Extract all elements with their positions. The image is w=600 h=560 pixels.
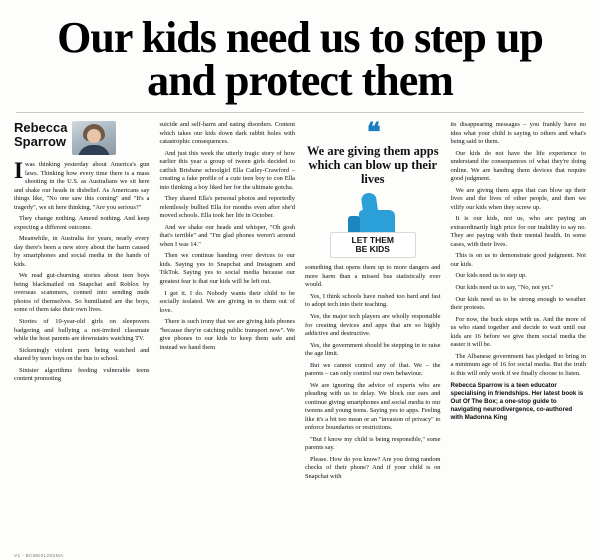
paragraph: Yes, the major tech players are wholly responsible for creating devices and apps that are so highly addictive and destructive. [305, 312, 441, 338]
byline [14, 121, 150, 155]
paragraph: And we shake our heads and whisper, "Oh gosh that's terrible" and "I'm glad phones weren't around when I was 14." [159, 223, 295, 248]
paragraph: It is our kids, not us, who are paying an extraordinarily high price for our inability to say no. They are paying with their mental health. In some cases, with their lives. [450, 215, 586, 248]
paragraph: For now, the buck stops with us. And the more of us who stand together and decide to wait until our kids are 16 before we give them social media the easier it will be. [450, 315, 586, 349]
paragraph: "But I know my child is being responsible," some parents say. [305, 435, 441, 452]
article-column-3 [305, 117, 441, 484]
page-headline: Our kids need us to step up and protect them [57, 13, 543, 106]
paragraph: There is such irony that we are giving kids phones "because they're catching public transport now". We give phones to our kids to keep them safe and instead we hand them [159, 318, 295, 351]
paragraph: Iwas thinking yesterday about America's gun laws. Thinking how every time there is a mass shooting in the U.S. as Australians we sit here and shake our heads in disbelief. As Americans say things like, "No one saw this coming" and "It's a tragedy", we sit here thinking, "Are you serious?" [14, 158, 150, 211]
paragraph: Our kids need us to be strong enough to weather their protests. [450, 295, 586, 312]
campaign-badge [330, 192, 416, 258]
paragraph: Stories of 10-year-old girls on sleepovers badgering and bullying a not-invited classmate while the host parents are downstairs watching TV. [14, 317, 150, 343]
avatar-shoulders [78, 145, 110, 155]
avatar [72, 121, 116, 155]
headline-divider [16, 112, 584, 113]
paragraph: And just this week the utterly tragic story of how earlier this year a group of tween girls decided to catfish Brisbane schoolgirl Ella Catley-Crawford – creating a fake profile of a cute teen boy to con Ella into thinking a boy liked her for the ultimate gotcha. [159, 149, 295, 191]
author-bio-note: Rebecca Sparrow is a teen educator specialising in friendships. Her latest book is Out Of The Box; a one-stop guide to navigating neurodivergence, co-authored with Madonna King [450, 382, 584, 422]
article-column-1 [14, 121, 150, 386]
campaign-badge-label-line1: LET THEM [351, 235, 394, 246]
article-column-4 [451, 121, 587, 422]
page-folio: V1 - BCME0125SMA [14, 553, 64, 558]
quote-mark-icon: ❝ [366, 117, 379, 148]
paragraph: Then we continue handing over devices to our kids. Saying yes to Snapchat and Instagram and TikTok. Saying yes to social media because our greatest fear is that our kids will be left out. [159, 252, 295, 285]
paragraph: Our kids need us to say, "No, not yet." [455, 283, 554, 291]
paragraph: something that opens them up to more dangers and more harm than a missed bus statistically ever would. [305, 264, 441, 289]
article-column-2 [160, 121, 296, 355]
paragraph: Please. How do you know? Are you doing random checks of their phone? And if your child is on Snapchat with [305, 455, 441, 480]
avatar-face [87, 129, 101, 143]
byline-name-last: Sparrow [14, 133, 67, 149]
paragraph: suicide and self-harm and eating disorders. Content which takes our kids down dark rabbit holes with catastrophic consequences. [159, 121, 295, 146]
paragraph: The Albanese government has pledged to bring in a minimum age of 16 for social media. But the truth is this will only work if we finally choose to listen. [450, 352, 586, 377]
campaign-badge-label-line2: BE KIDS [355, 244, 390, 255]
article-columns [14, 117, 586, 484]
paragraph: Our kids do not have the life experience to understand the consequences of what they're doing online. We are handing them devices that require good judgment. [450, 149, 586, 183]
paragraph: its disappearing messages – you frankly have no idea what your child is saying to others and what's being said to them. [450, 121, 586, 146]
paragraph: Our kids need us to step up. [455, 272, 527, 280]
paragraph: Meanwhile, in Australia for years, nearly every day there's been a new story about the harm caused by smartphones and social media in the hands of kids. [14, 235, 150, 268]
paragraph: I get it. I do. Nobody wants their child to be socially isolated. We are giving in to them out of love. [159, 289, 295, 314]
byline-name-first: Rebecca [14, 120, 68, 136]
paragraph: Yes, the government should be stepping in to raise the age limit. [305, 341, 441, 358]
paragraph: Sickeningly violent porn being watched and shared by teen boys on the bus to school. [14, 346, 150, 363]
paragraph: They change nothing. Amend nothing. And keep expecting a different outcome. [14, 215, 150, 231]
pull-quote [305, 117, 441, 187]
paragraph: But we cannot control any of that. We – the parents – can only control our own behaviour. [305, 361, 441, 378]
pull-quote-text: We are giving them apps which can blow up their lives [306, 144, 439, 187]
byline-name [14, 121, 67, 148]
paragraph: We read gut-churning stories about teen boys being blackmailed on Snapchat and Roblox by overseas scammers, conned into sending nude photos of themselves. So humiliated are the boys, some of them take their own lives. [14, 272, 150, 314]
paragraph: We are giving them apps that can blow up their lives and the lives of other people, and then we vilify our kids when they screw up. [450, 186, 586, 211]
paragraph: Sinister algorithms feeding vulnerable teens content promoting [14, 366, 150, 383]
campaign-badge-label [330, 232, 416, 258]
paragraph: Yes, I think schools have rushed too hard and fast to adopt tech into their teaching. [305, 292, 441, 309]
paragraph: We are ignoring the advice of experts who are pleading with us to delay. We block our ears and continue giving smartphones and social media to our tweens and young teens. Saying yes to apps. Feeling like it's a bit too mean or an "invasion of privacy" to enforce boundaries or restrictions. [305, 381, 441, 432]
paragraph: This is on us to demonstrate good judgment. Not our kids. [450, 252, 586, 268]
paragraph: They shared Ella's personal photos and reportedly relentlessly bullied Ella for months even after she'd moved schools. Ella took her life in October. [159, 195, 295, 220]
campaign-badge-wrap [305, 192, 441, 258]
